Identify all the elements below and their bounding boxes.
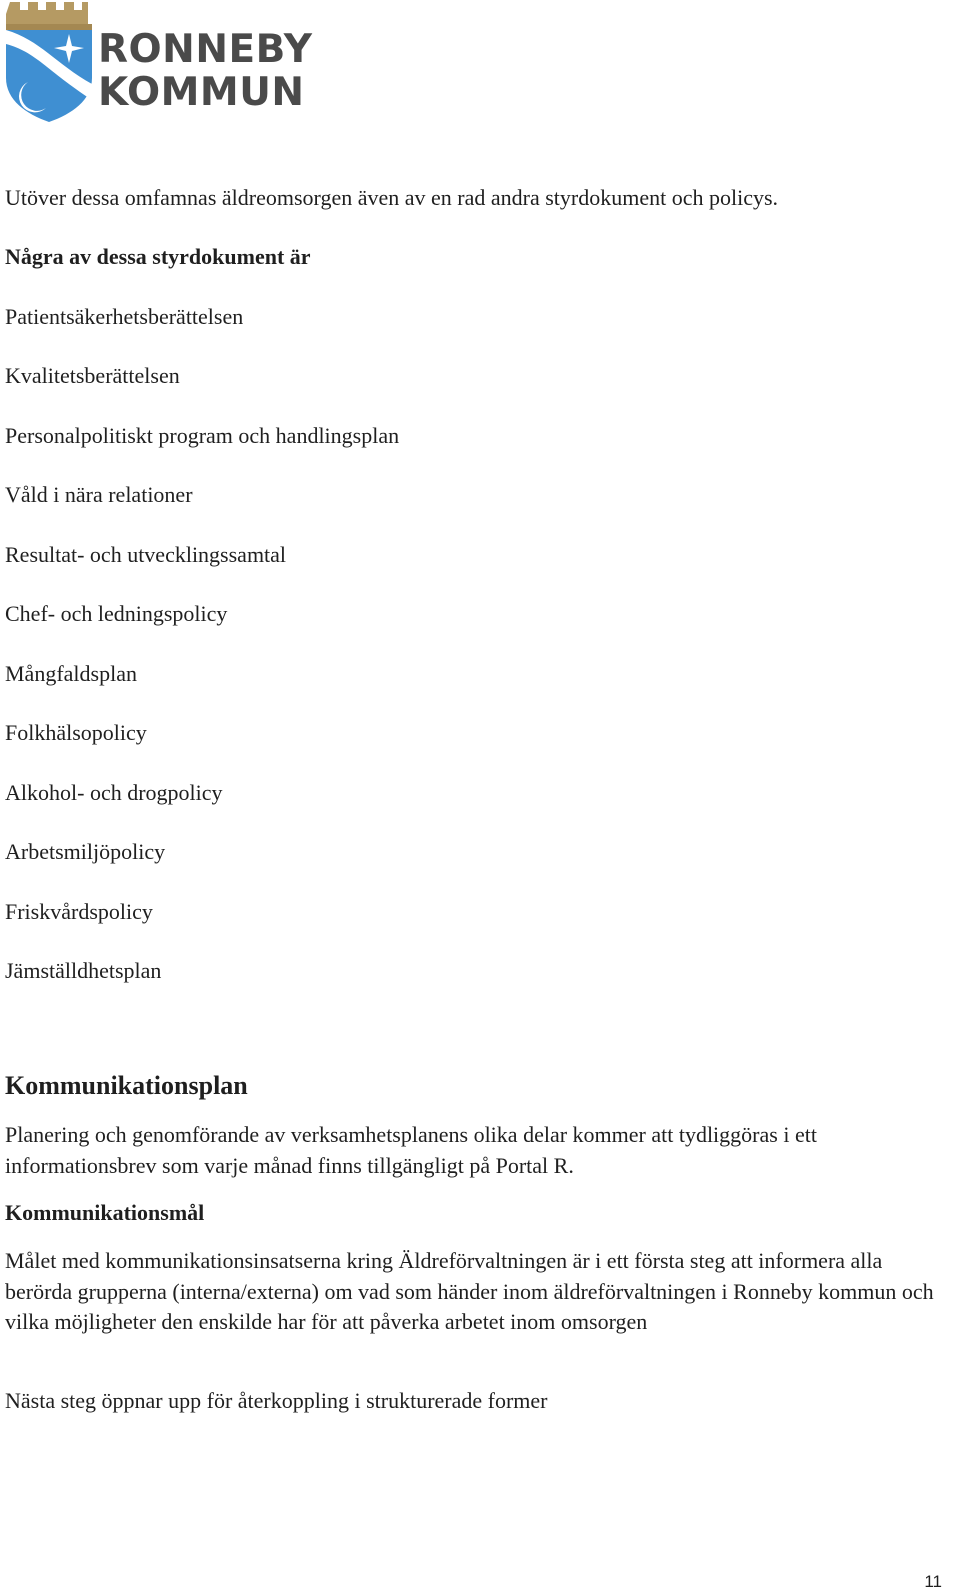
- document-item: Resultat- och utvecklingssamtal: [5, 542, 287, 567]
- logo-wordmark: [98, 28, 312, 114]
- logo-line-2: KOMMUN: [98, 70, 305, 115]
- document-item: Alkohol- och drogpolicy: [5, 780, 223, 805]
- goal-text: Målet med kommunikationsinsatserna kring Äldreförvaltningen är i ett första steg att informera alla berörda grupperna (interna/externa) om vad som händer inom äldreförvaltningen i Ronneby kommun och vilka möjligheter den enskilde har för att påverka arbetet inom omsorgen: [5, 1248, 934, 1334]
- document-item: Jämställdhetsplan: [5, 958, 162, 983]
- next-step-text: Nästa steg öppnar upp för återkoppling i strukturerade former: [5, 1388, 548, 1413]
- page-number: 11: [924, 1572, 942, 1591]
- list-heading: Några av dessa styrdokument är: [5, 244, 311, 269]
- document-item: Arbetsmiljöpolicy: [5, 839, 166, 864]
- section-title: Kommunikationsplan: [5, 1071, 248, 1100]
- section-subtitle: Kommunikationsmål: [5, 1200, 205, 1225]
- document-item: Chef- och ledningspolicy: [5, 601, 228, 626]
- intro-text: Utöver dessa omfamnas äldreomsorgen även av en rad andra styrdokument och policys.: [5, 185, 779, 210]
- document-item: Patientsäkerhetsberättelsen: [5, 304, 244, 329]
- document-item: Kvalitetsberättelsen: [5, 363, 180, 388]
- document-item: Våld i nära relationer: [5, 482, 193, 507]
- document-item: Folkhälsopolicy: [5, 720, 147, 745]
- section-text: Planering och genomförande av verksamhetsplanens olika delar kommer att tydliggöras i ett informationsbrev som varje månad finns tillgängligt på Portal R.: [5, 1122, 817, 1178]
- document-item: Mångfaldsplan: [5, 661, 137, 686]
- ronneby-kommun-logo: [6, 0, 336, 130]
- logo-line-1: RONNEBY: [98, 27, 313, 72]
- coat-of-arms-icon: [6, 0, 92, 124]
- document-item: Friskvårdspolicy: [5, 899, 153, 924]
- document-item: Personalpolitiskt program och handlingsplan: [5, 423, 400, 448]
